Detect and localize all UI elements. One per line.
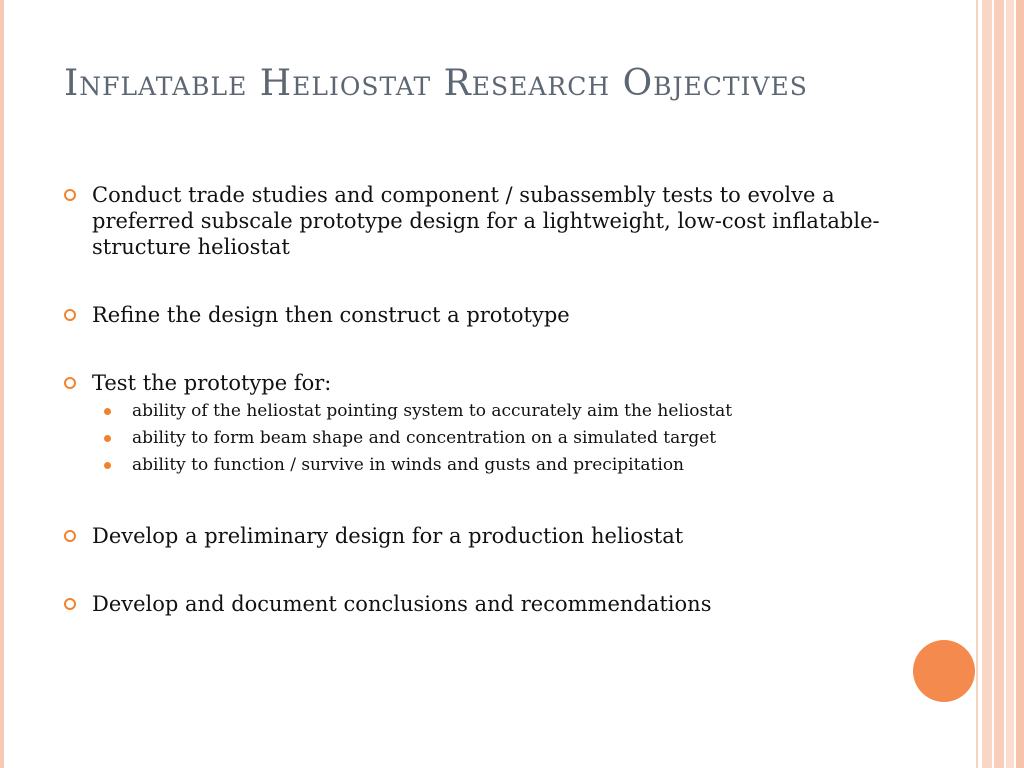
- sub-bullet-list: [104, 398, 924, 479]
- left-edge-stripe: [0, 0, 4, 768]
- bullet-item: [64, 591, 924, 617]
- dot-bullet-icon: [104, 435, 111, 442]
- bullet-text: Develop and document conclusions and recommendations: [92, 592, 712, 616]
- ring-bullet-icon: [64, 598, 76, 610]
- bullet-item: [64, 370, 924, 396]
- bullet-item: [64, 523, 924, 549]
- bullet-item: [64, 182, 924, 260]
- bullet-item: [64, 302, 924, 328]
- bullet-text: Develop a preliminary design for a production heliostat: [92, 524, 684, 548]
- sub-bullet-item: [104, 452, 924, 479]
- ring-bullet-icon: [64, 189, 76, 201]
- sub-bullet-text: ability of the heliostat pointing system to accurately aim the heliostat: [132, 401, 733, 421]
- ring-bullet-icon: [64, 309, 76, 321]
- decorative-orange-circle: [913, 640, 975, 702]
- right-stripe-2: [982, 0, 992, 768]
- right-stripe-4: [1006, 0, 1014, 768]
- bullet-list: [64, 182, 924, 617]
- sub-bullet-item: [104, 398, 924, 425]
- ring-bullet-icon: [64, 377, 76, 389]
- sub-bullet-item: [104, 425, 924, 452]
- sub-bullet-text: ability to form beam shape and concentration on a simulated target: [132, 428, 717, 448]
- slide-title: Inflatable Heliostat Research Objectives: [64, 63, 808, 104]
- bullet-text: Refine the design then construct a prototype: [92, 303, 570, 327]
- ring-bullet-icon: [64, 530, 76, 542]
- right-stripe-5: [1016, 0, 1024, 768]
- right-stripe-3: [994, 0, 1004, 768]
- bullet-text: Test the prototype for:: [92, 371, 332, 395]
- sub-bullet-text: ability to function / survive in winds and gusts and precipitation: [132, 455, 685, 475]
- bullet-text: Conduct trade studies and component / subassembly tests to evolve a preferred subscale prototype design for a lightweight, low-cost inflatable-structure heliostat: [92, 183, 880, 259]
- dot-bullet-icon: [104, 462, 111, 469]
- dot-bullet-icon: [104, 408, 111, 415]
- right-stripe-1: [976, 0, 978, 768]
